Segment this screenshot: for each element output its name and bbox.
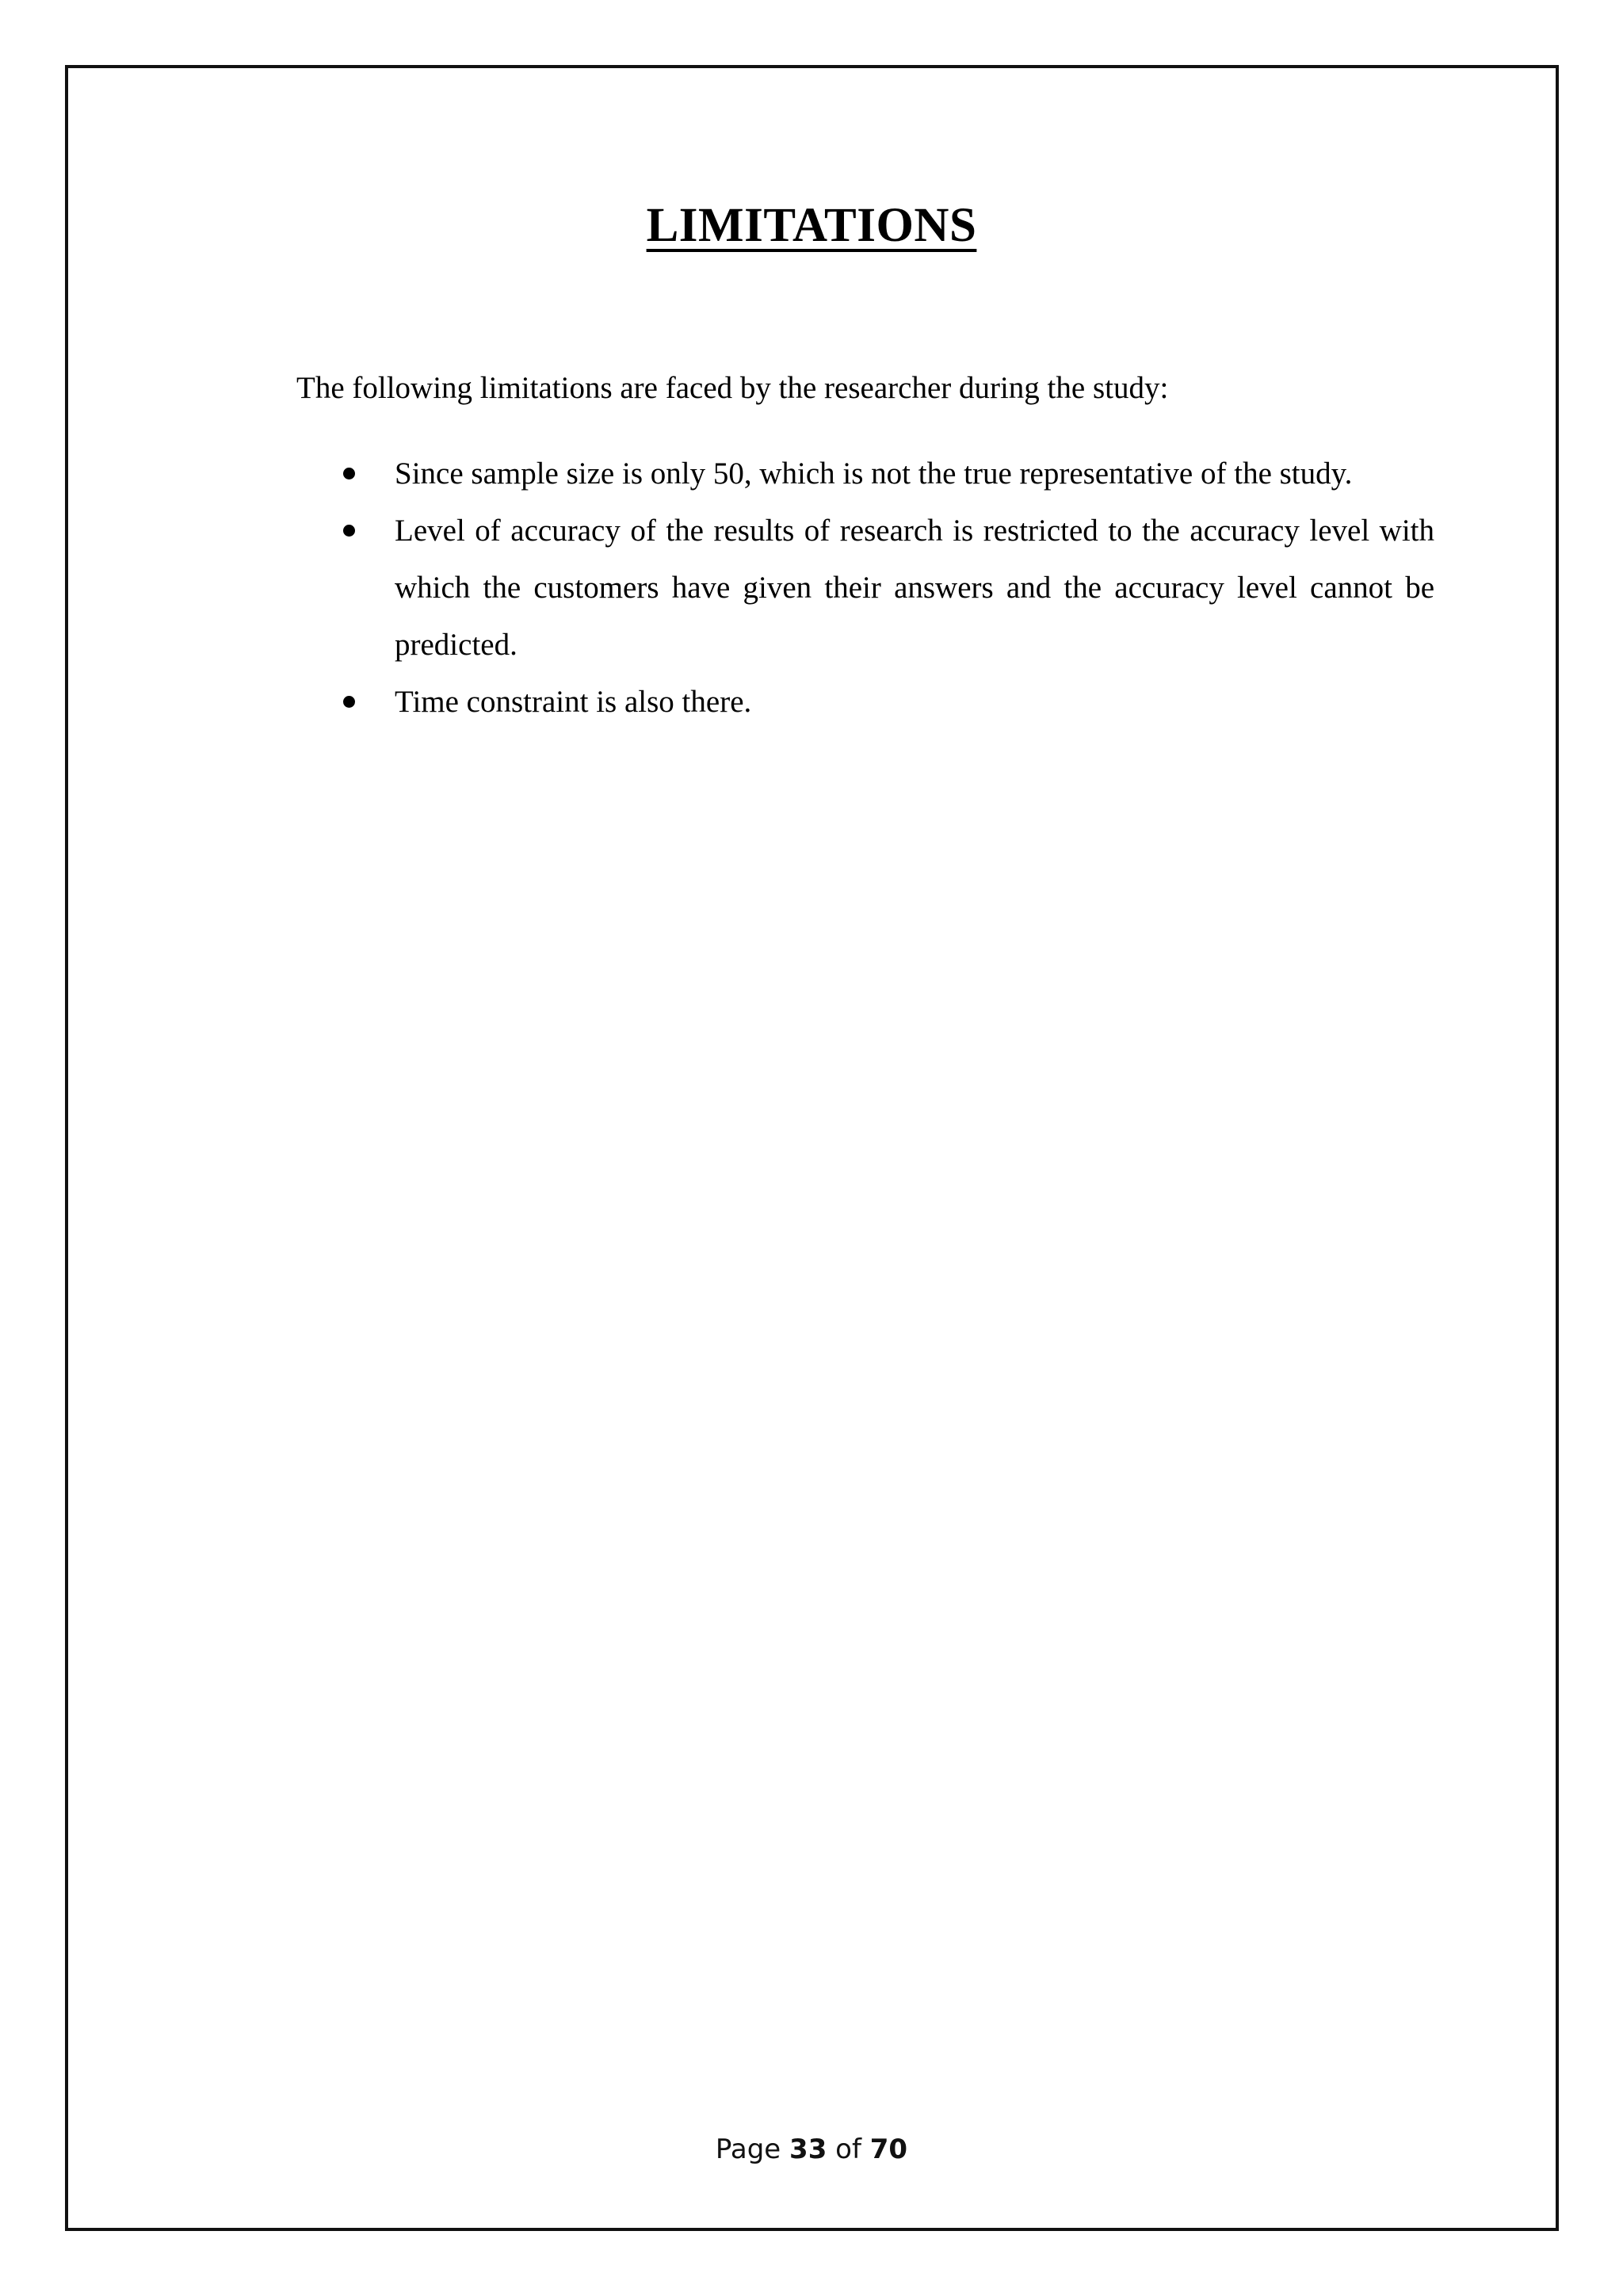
page-number-footer: [0, 2132, 1623, 2167]
bullet-icon: [343, 696, 355, 708]
limitations-list: [333, 445, 1434, 731]
bullet-icon: [343, 525, 355, 537]
page-title-text: LIMITATIONS: [646, 199, 977, 252]
intro-paragraph: The following limitations are faced by the researcher during the study:: [296, 371, 1169, 405]
list-item-text: Time constraint is also there.: [395, 685, 752, 719]
list-item: [333, 674, 1434, 731]
list-item-text: Level of accuracy of the results of research is restricted to the accuracy level with which the customers have given their answers and the accuracy level cannot be predicted.: [395, 514, 1434, 662]
list-item: [333, 502, 1434, 674]
bullet-icon: [343, 468, 355, 479]
list-item: [333, 445, 1434, 502]
page-label: Page: [715, 2134, 781, 2165]
of-label: of: [835, 2134, 861, 2165]
current-page-number: 33: [789, 2134, 827, 2165]
total-pages-number: 70: [869, 2134, 908, 2165]
page-title: [0, 198, 1623, 254]
list-item-text: Since sample size is only 50, which is not the true representative of the study.: [395, 457, 1353, 491]
